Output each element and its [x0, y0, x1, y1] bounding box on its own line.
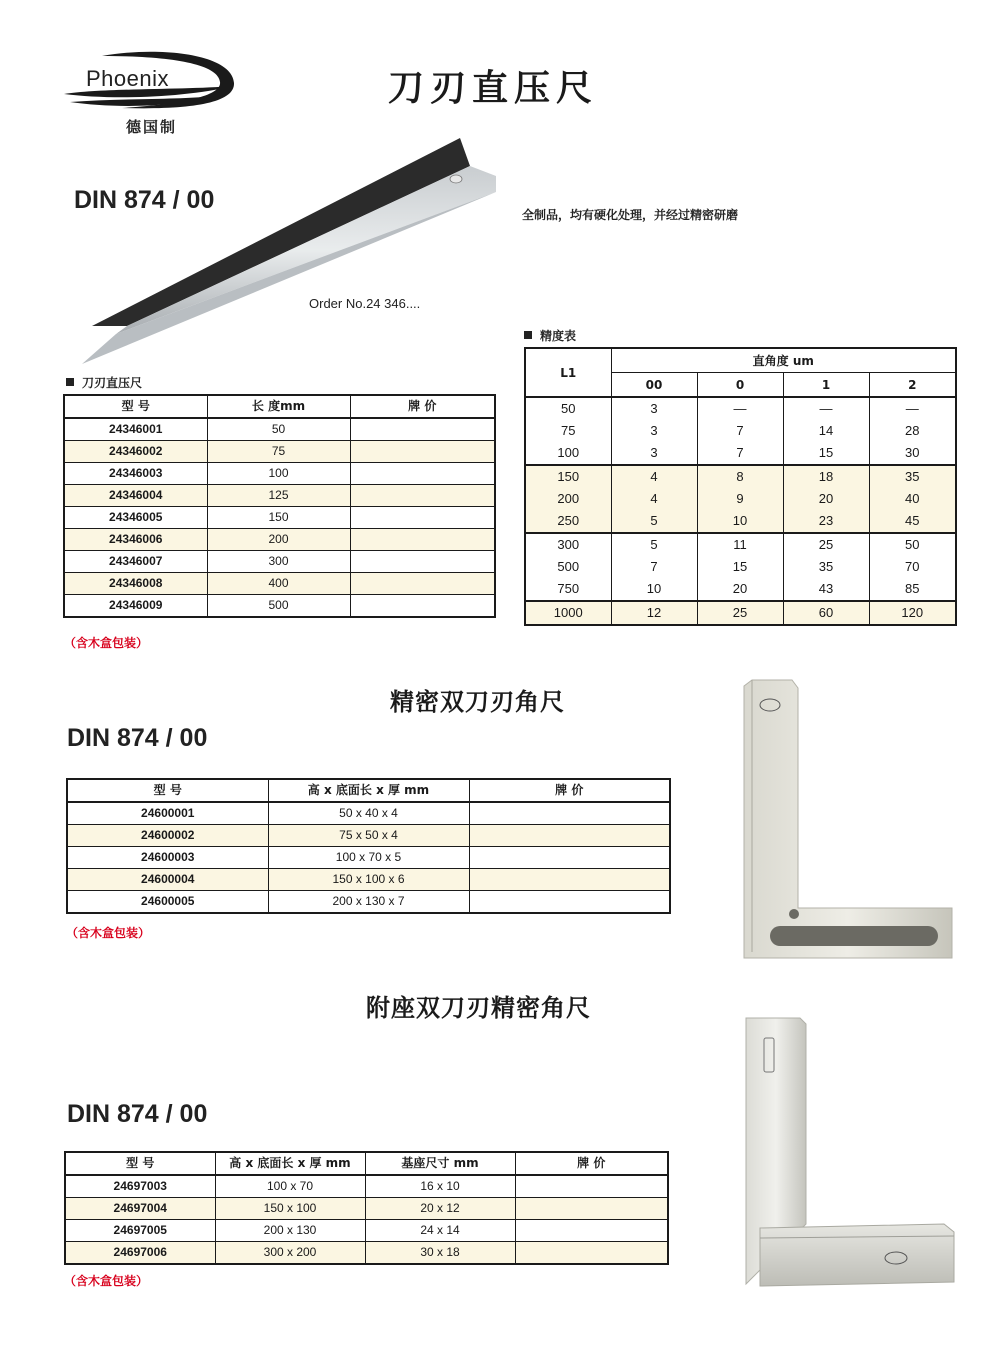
table-cell: 7 [697, 442, 783, 465]
header-model: 型 号 [67, 779, 268, 802]
table-cell: 18 [783, 465, 869, 488]
table-row [525, 465, 956, 488]
table-cell: 24600005 [67, 891, 268, 914]
double-edge-square-illustration [740, 676, 960, 962]
table-cell: 200 [525, 488, 611, 510]
table-cell: 70 [869, 556, 956, 578]
table-row [65, 1198, 668, 1220]
table-cell: 200 x 130 [215, 1220, 365, 1242]
table-cell: 24346002 [64, 441, 207, 463]
table-row [65, 1220, 668, 1242]
table-cell: 100 [525, 442, 611, 465]
table-row [64, 463, 495, 485]
table-cell: 50 [869, 533, 956, 556]
table-cell: 24346003 [64, 463, 207, 485]
table-cell [350, 418, 495, 441]
table-cell: 35 [869, 465, 956, 488]
table-cell: 75 [207, 441, 350, 463]
header-model: 型 号 [65, 1152, 215, 1175]
table-cell: 16 x 10 [365, 1175, 515, 1198]
table-cell: 5 [611, 533, 697, 556]
table-cell [469, 847, 670, 869]
table-cell [350, 463, 495, 485]
table-cell: 1000 [525, 601, 611, 625]
table-cell [350, 441, 495, 463]
table-cell: 24346007 [64, 551, 207, 573]
table-cell: 50 [525, 397, 611, 420]
base-square-table [64, 1151, 669, 1265]
table-cell: 20 [783, 488, 869, 510]
table-cell: 5 [611, 510, 697, 533]
table-cell: 24346009 [64, 595, 207, 618]
table-row [525, 556, 956, 578]
header-length: 长 度mm [207, 395, 350, 418]
table-row [525, 397, 956, 420]
table-cell: 15 [783, 442, 869, 465]
table-cell: 3 [611, 397, 697, 420]
table-row [67, 869, 670, 891]
table-cell: 150 [525, 465, 611, 488]
base-square-illustration [742, 1014, 964, 1292]
table-row [525, 533, 956, 556]
table-cell: 23 [783, 510, 869, 533]
table-cell [515, 1198, 668, 1220]
table-cell: 200 [207, 529, 350, 551]
table-cell: 24600004 [67, 869, 268, 891]
table-cell: 12 [611, 601, 697, 625]
grade-1: 1 [783, 373, 869, 398]
precision-group [525, 533, 956, 601]
table-cell: 24697005 [65, 1220, 215, 1242]
table-cell: 250 [525, 510, 611, 533]
table-cell: 150 x 100 [215, 1198, 365, 1220]
table-cell: 4 [611, 465, 697, 488]
table-row [65, 1175, 668, 1198]
table-title-1: 刀刃直压尺 [66, 374, 142, 391]
packaging-note-3: （含木盒包装） [64, 1274, 149, 1288]
table-cell: 24600002 [67, 825, 268, 847]
table-row [64, 529, 495, 551]
straightedge-illustration [72, 136, 502, 368]
precision-group [525, 465, 956, 533]
table-row [525, 510, 956, 533]
table-cell: 45 [869, 510, 956, 533]
table-cell: 300 [525, 533, 611, 556]
table-cell: 3 [611, 442, 697, 465]
table-cell [515, 1175, 668, 1198]
grade-0: 0 [697, 373, 783, 398]
precision-group [525, 397, 956, 465]
table-cell: 24697006 [65, 1242, 215, 1265]
table-cell: — [869, 397, 956, 420]
double-edge-square-table [66, 778, 671, 914]
section2-title: 精密双刀刃角尺 [390, 688, 565, 716]
table-cell: 25 [697, 601, 783, 625]
brand-name: Phoenix [86, 66, 170, 91]
table-row [67, 847, 670, 869]
table-cell: 24600001 [67, 802, 268, 825]
table-cell: 35 [783, 556, 869, 578]
header-base-size: 基座尺寸 mm [365, 1152, 515, 1175]
table-cell: 24346008 [64, 573, 207, 595]
table-cell: 100 x 70 x 5 [268, 847, 469, 869]
table-row [64, 573, 495, 595]
header-price: 牌 价 [350, 395, 495, 418]
table-cell: 500 [525, 556, 611, 578]
table-cell: 125 [207, 485, 350, 507]
grade-2: 2 [869, 373, 956, 398]
table-row [64, 441, 495, 463]
table-cell: 20 [697, 578, 783, 601]
table-cell: 85 [869, 578, 956, 601]
table-cell: 10 [611, 578, 697, 601]
straightedge-table [63, 394, 496, 618]
table-row [525, 442, 956, 465]
table-cell [469, 802, 670, 825]
table-cell: 750 [525, 578, 611, 601]
table-cell [350, 573, 495, 595]
header-l1: L1 [525, 348, 611, 397]
din-label-2: DIN 874 / 00 [67, 724, 208, 752]
table-cell: 200 x 130 x 7 [268, 891, 469, 914]
table-cell: 75 x 50 x 4 [268, 825, 469, 847]
table-row [525, 601, 956, 625]
table-cell: 120 [869, 601, 956, 625]
table-cell: 100 x 70 [215, 1175, 365, 1198]
header-dimensions: 高 x 底面长 x 厚 mm [215, 1152, 365, 1175]
table-cell: 8 [697, 465, 783, 488]
table-cell: 300 x 200 [215, 1242, 365, 1265]
table-row [67, 891, 670, 914]
table-cell: 24346004 [64, 485, 207, 507]
table-cell: 50 x 40 x 4 [268, 802, 469, 825]
table-cell: 15 [697, 556, 783, 578]
table-row [64, 485, 495, 507]
table-cell [350, 529, 495, 551]
table-cell [515, 1242, 668, 1265]
table-cell [469, 891, 670, 914]
table-cell: 14 [783, 420, 869, 442]
table-cell: 24697004 [65, 1198, 215, 1220]
table-row [64, 507, 495, 529]
page-title: 刀刃直压尺 [388, 68, 599, 109]
header-model: 型 号 [64, 395, 207, 418]
table-cell [469, 869, 670, 891]
table-cell: 300 [207, 551, 350, 573]
table-cell: 50 [207, 418, 350, 441]
table-cell: 7 [611, 556, 697, 578]
product-note: 全制品，均有硬化处理，并经过精密研磨 [522, 208, 739, 222]
table-cell: 150 x 100 x 6 [268, 869, 469, 891]
precision-table [524, 347, 957, 626]
table-cell: 24346005 [64, 507, 207, 529]
order-number: Order No.24 346.... [309, 296, 421, 311]
packaging-note-2: （含木盒包装） [66, 926, 151, 940]
table-cell: 3 [611, 420, 697, 442]
grade-00: 00 [611, 373, 697, 398]
table-cell: 25 [783, 533, 869, 556]
table-cell: 60 [783, 601, 869, 625]
table-cell [350, 551, 495, 573]
table-cell: 28 [869, 420, 956, 442]
din-label-1: DIN 874 / 00 [74, 186, 215, 214]
table-row [65, 1242, 668, 1265]
table-cell: 24346006 [64, 529, 207, 551]
table-cell: 24600003 [67, 847, 268, 869]
table-row [67, 802, 670, 825]
table-cell: 100 [207, 463, 350, 485]
table-row [67, 825, 670, 847]
table-cell: 150 [207, 507, 350, 529]
table-cell: 4 [611, 488, 697, 510]
header-price: 牌 价 [469, 779, 670, 802]
table-cell: 24346001 [64, 418, 207, 441]
table-cell: 20 x 12 [365, 1198, 515, 1220]
table-cell: 43 [783, 578, 869, 601]
table-cell: 11 [697, 533, 783, 556]
table-row [64, 595, 495, 618]
table-row [64, 418, 495, 441]
din-label-3: DIN 874 / 00 [67, 1100, 208, 1128]
header-dimensions: 高 x 底面长 x 厚 mm [268, 779, 469, 802]
table-cell: 30 x 18 [365, 1242, 515, 1265]
table-cell: — [783, 397, 869, 420]
table-cell: 40 [869, 488, 956, 510]
table-cell: 9 [697, 488, 783, 510]
table-cell [350, 485, 495, 507]
table-cell: — [697, 397, 783, 420]
packaging-note-1: （含木盒包装） [64, 636, 149, 650]
table-cell: 500 [207, 595, 350, 618]
table-cell [350, 507, 495, 529]
table-row [525, 488, 956, 510]
table-cell: 30 [869, 442, 956, 465]
table-cell [469, 825, 670, 847]
table-cell: 75 [525, 420, 611, 442]
brand-tagline: 德国制 [126, 118, 178, 136]
table-cell: 7 [697, 420, 783, 442]
table-cell: 10 [697, 510, 783, 533]
header-price: 牌 价 [515, 1152, 668, 1175]
table-row [525, 578, 956, 601]
header-squareness: 直角度 um [611, 348, 956, 373]
table-cell: 24 x 14 [365, 1220, 515, 1242]
precision-title: 精度表 [524, 327, 576, 344]
table-row [64, 551, 495, 573]
precision-group [525, 601, 956, 625]
table-cell [350, 595, 495, 618]
table-cell: 24697003 [65, 1175, 215, 1198]
table-cell [515, 1220, 668, 1242]
section3-title: 附座双刀刃精密角尺 [366, 994, 591, 1022]
table-row [525, 420, 956, 442]
table-cell: 400 [207, 573, 350, 595]
